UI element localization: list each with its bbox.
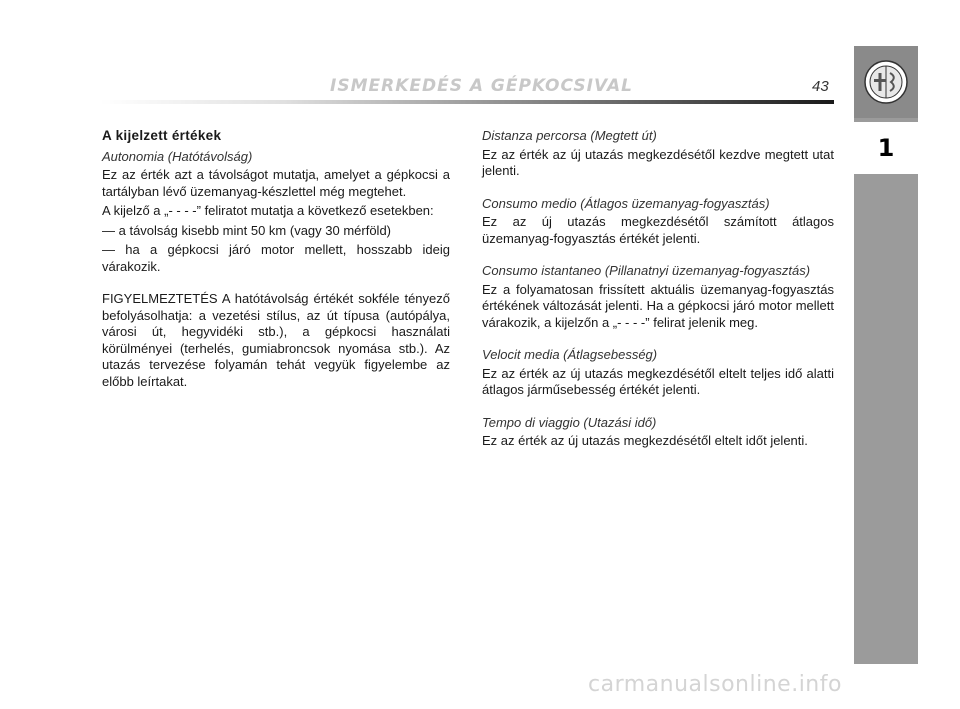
watermark: carmanualsonline.info	[588, 672, 842, 697]
subheading-tempo-di-viaggio: Tempo di viaggio (Utazási idő)	[482, 414, 657, 430]
right-column	[482, 128, 834, 453]
subheading-consumo-istantaneo: Consumo istantaneo (Pillanatnyi üzemanyag-fogyasztás)	[482, 263, 811, 278]
paragraph: Ez az érték az új utazás megkezdésétől eltelt teljes idő alatti átlagos járműsebesség értékét jelenti.	[482, 365, 834, 397]
paragraph: Ez az érték az új utazás megkezdésétől kezdve megtett utat jelenti.	[482, 146, 834, 178]
header-divider	[100, 100, 834, 104]
paragraph: Ez az érték azt a távolságot mutatja, amelyet a gépkocsi a tartályban lévő üzemanyag-készlettel még megtehet.	[102, 167, 450, 199]
paragraph: A kijelző a „- - - -” feliratot mutatja a következő esetekben:	[102, 203, 434, 218]
page-number: 43	[812, 78, 829, 95]
left-column	[102, 128, 450, 393]
alfa-romeo-badge-icon	[863, 59, 909, 105]
subheading-distanza: Distanza percorsa (Megtett út)	[482, 128, 657, 143]
paragraph: Ez az érték az új utazás megkezdésétől eltelt időt jelenti.	[482, 433, 808, 448]
paragraph: Ez az új utazás megkezdésétől számított átlagos üzemanyag-fogyasztás értékét jelenti.	[482, 214, 834, 246]
subheading-consumo-medio: Consumo medio (Átlagos üzemanyag-fogyasztás)	[482, 195, 770, 211]
logo-box	[854, 46, 918, 118]
page-header-title: ISMERKEDÉS A GÉPKOCSIVAL	[330, 76, 633, 96]
warning-paragraph: FIGYELMEZTETÉS A hatótávolság értékét sokféle tényező befolyásolhatja: a vezetési stílus, az út típusa (autópálya, városi út, hegyvidéki stb.), a gépkocsi használati körülményei (terhelés, gumiabroncsok nyomása stb.). Az utazás tervezése folyamán tehát vegyük figyelembe az előbb leírtakat.	[102, 291, 450, 389]
chapter-number: 1	[854, 122, 918, 174]
subheading-velocit-media: Velocit media (Átlagsebesség)	[482, 347, 658, 362]
list-item: — a távolság kisebb mint 50 km (vagy 30 mérföld)	[102, 222, 392, 238]
section-heading: A kijelzett értékek	[102, 128, 222, 143]
list-item: — ha a gépkocsi járó motor mellett, hosszabb ideig várakozik.	[102, 242, 450, 274]
subheading-autonomia: Autonomia (Hatótávolság)	[102, 148, 253, 164]
paragraph: Ez a folyamatosan frissített aktuális üzemanyag-fogyasztás értékének változását jelenti. Ha a gépkocsi járó motor mellett várakozik, a kijelzőn a „- - - -” felirat jelenik meg.	[482, 281, 834, 330]
